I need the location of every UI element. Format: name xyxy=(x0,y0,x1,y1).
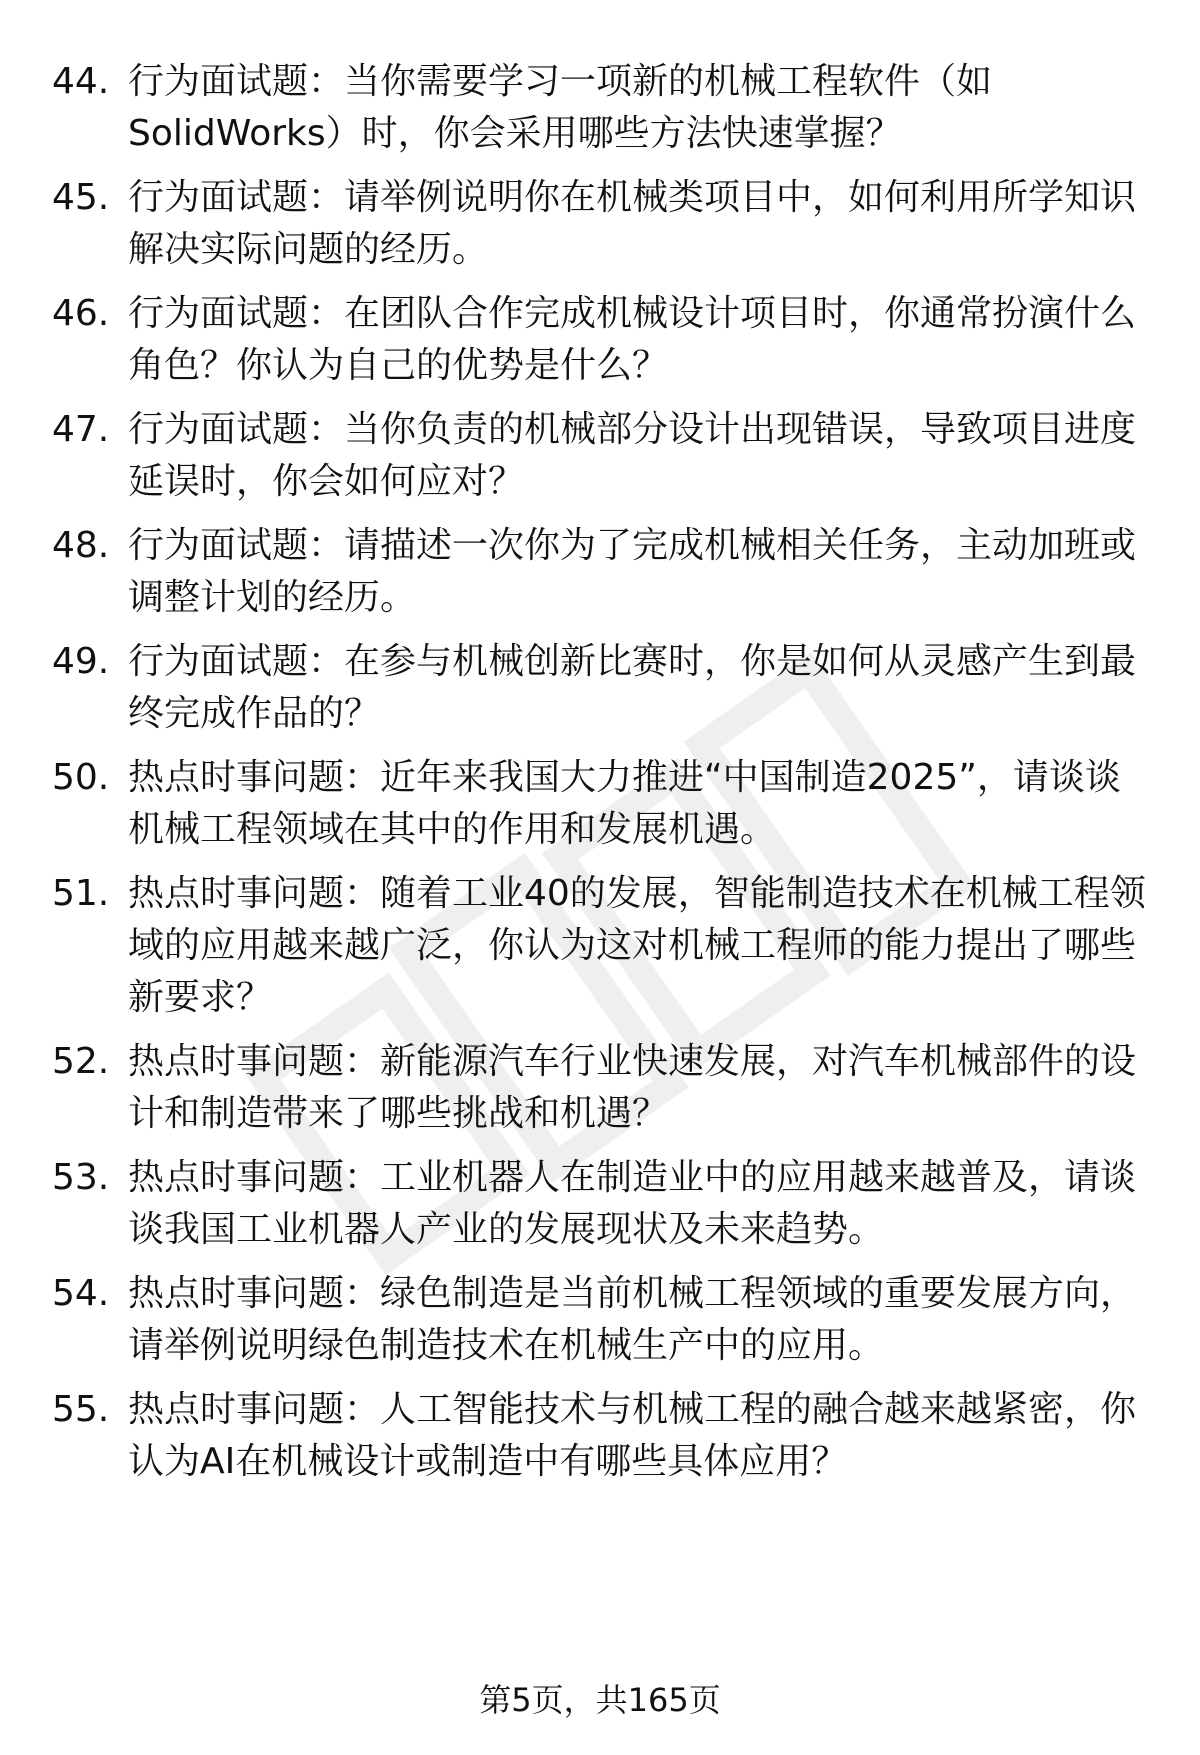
item-text: 热点时事问题：工业机器人在制造业中的应用越来越普及，请谈 xyxy=(128,1157,1137,1198)
item-text: 行为面试题：当你需要学习一项新的机械工程软件（如 xyxy=(128,61,993,102)
item-text: 域的应用越来越广泛，你认为这对机械工程师的能力提出了哪些 xyxy=(128,925,1137,966)
item-number: 51. xyxy=(52,873,110,914)
item-text: 热点时事问题：新能源汽车行业快速发展，对汽车机械部件的设 xyxy=(128,1041,1137,1082)
page-number: 第5页，共165页 xyxy=(479,1681,721,1719)
item-text: 终完成作品的？ xyxy=(128,693,381,734)
item-number: 44. xyxy=(52,61,110,102)
item-text: 行为面试题：请描述一次你为了完成机械相关任务，主动加班或 xyxy=(128,525,1137,566)
item-text: 行为面试题：当你负责的机械部分设计出现错误，导致项目进度 xyxy=(128,409,1137,450)
item-number: 45. xyxy=(52,177,110,218)
item-number: 46. xyxy=(52,293,110,334)
item-text: 调整计划的经历。 xyxy=(128,577,417,618)
item-number: 49. xyxy=(52,641,110,682)
item-number: 52. xyxy=(52,1041,110,1082)
item-number: 48. xyxy=(52,525,110,566)
item-number: 47. xyxy=(52,409,110,450)
item-text: 角色？你认为自己的优势是什么？ xyxy=(128,345,669,386)
item-text: 行为面试题：在团队合作完成机械设计项目时，你通常扮演什么 xyxy=(128,293,1137,334)
item-text: 请举例说明绿色制造技术在机械生产中的应用。 xyxy=(128,1325,885,1366)
item-text: 解决实际问题的经历。 xyxy=(128,229,489,270)
item-number: 50. xyxy=(52,757,110,798)
item-text: 热点时事问题：随着工业40的发展，智能制造技术在机械工程领 xyxy=(128,873,1146,914)
item-text: 行为面试题：请举例说明你在机械类项目中，如何利用所学知识 xyxy=(128,177,1137,218)
item-text: 计和制造带来了哪些挑战和机遇？ xyxy=(128,1093,669,1134)
item-number: 55. xyxy=(52,1389,110,1430)
item-text: 认为AI在机械设计或制造中有哪些具体应用？ xyxy=(128,1441,848,1482)
item-text: 延误时，你会如何应对？ xyxy=(128,461,525,502)
item-number: 54. xyxy=(52,1273,110,1314)
item-text: 热点时事问题：绿色制造是当前机械工程领域的重要发展方向， xyxy=(128,1273,1137,1314)
item-text: 新要求？ xyxy=(128,977,273,1018)
item-text: 机械工程领域在其中的作用和发展机遇。 xyxy=(128,809,777,850)
item-text: SolidWorks）时，你会采用哪些方法快速掌握？ xyxy=(128,113,902,154)
item-text: 行为面试题：在参与机械创新比赛时，你是如何从灵感产生到最 xyxy=(128,641,1137,682)
item-text: 热点时事问题：人工智能技术与机械工程的融合越来越紧密，你 xyxy=(128,1389,1137,1430)
item-text: 热点时事问题：近年来我国大力推进“中国制造2025”，请谈谈 xyxy=(128,757,1121,798)
item-number: 53. xyxy=(52,1157,110,1198)
item-text: 谈我国工业机器人产业的发展现状及未来趋势。 xyxy=(128,1209,885,1250)
